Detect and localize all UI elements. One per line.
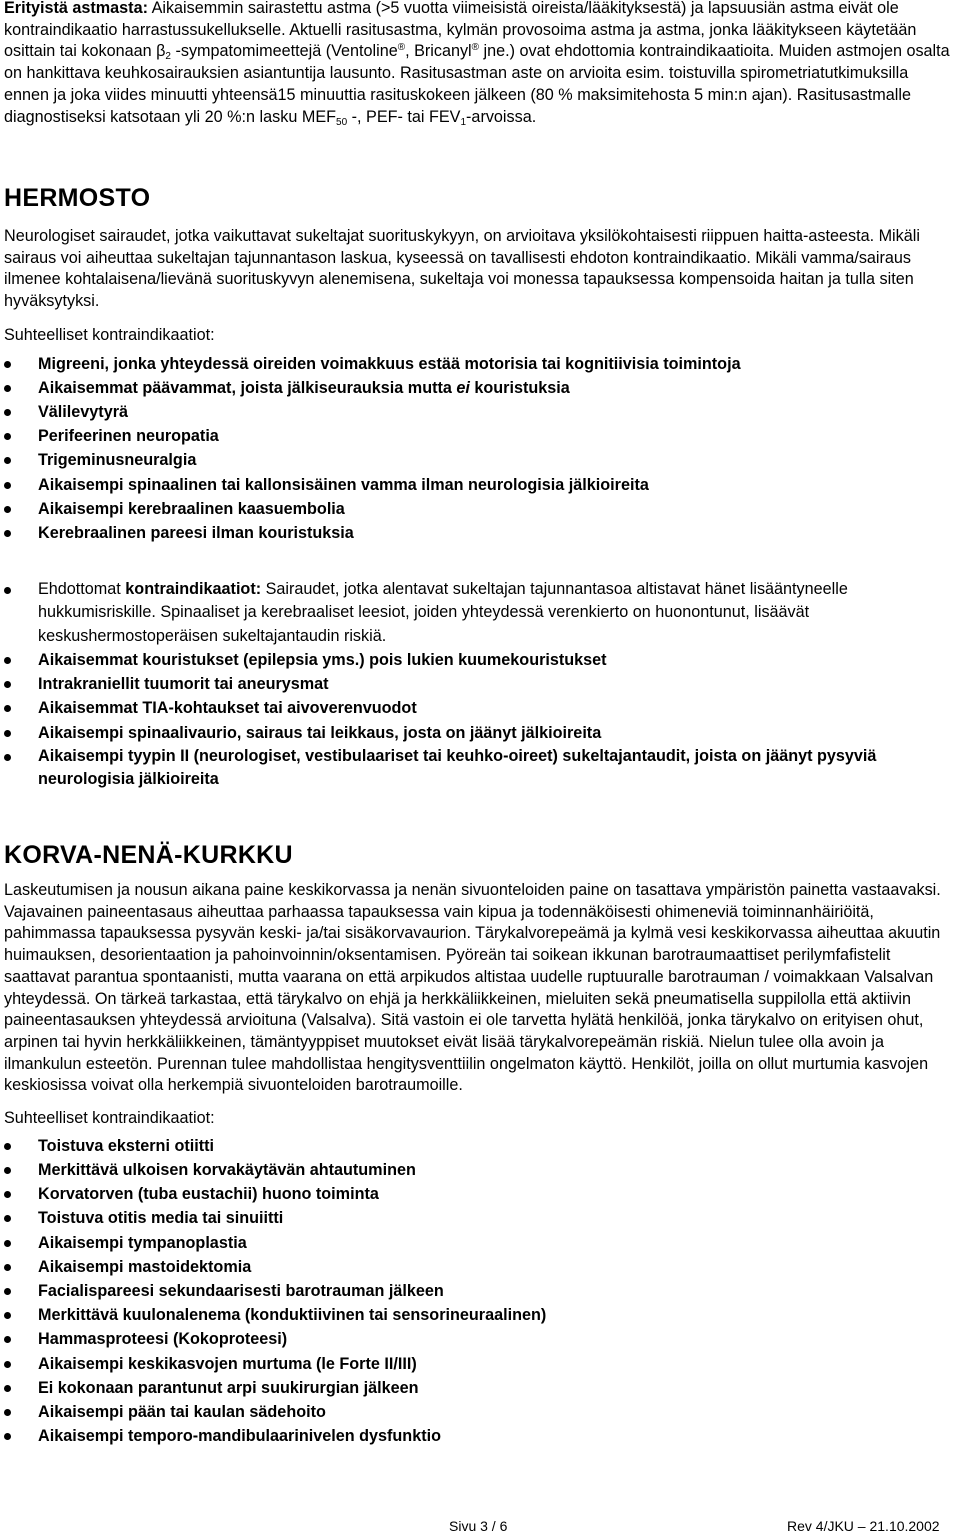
- list-item-text: Merkittävä kuulonalenema (konduktiivinen tai sensorineuraalinen): [38, 1306, 547, 1325]
- list-item: [4, 672, 956, 696]
- bullet-icon: [4, 1433, 11, 1440]
- asthma-text-5: -, PEF- tai FEV: [347, 107, 461, 126]
- list-item: [4, 1279, 956, 1303]
- list-item: [4, 1303, 956, 1327]
- list-item-text: Kerebraalinen pareesi ilman kouristuksia: [38, 523, 354, 542]
- list-item-text: Aikaisempi keskikasvojen murtuma (le Forte II/III): [38, 1354, 417, 1373]
- bullet-icon: [4, 457, 11, 464]
- list-item-text: Aikaisemmat TIA-kohtaukset tai aivoverenvuodot: [38, 699, 417, 718]
- list-item-text: Aikaisempi kerebraalinen kaasuembolia: [38, 499, 345, 518]
- bullet-icon: [4, 1312, 11, 1319]
- list-item-text: Merkittävä ulkoisen korvakäytävän ahtautuminen: [38, 1160, 416, 1179]
- absolute-contraindications-list: [4, 578, 956, 792]
- list-item: [4, 497, 956, 521]
- list-item-italic: ei: [456, 378, 470, 397]
- asthma-text-2: -sympatomimeettejä (Ventoline: [170, 42, 398, 61]
- bullet-icon: [4, 1167, 11, 1174]
- bullet-icon: [4, 1215, 11, 1222]
- list-item: [4, 1424, 956, 1448]
- list-item: [4, 721, 956, 745]
- bullet-icon: [4, 730, 11, 737]
- list-item-text: Välilevytyrä: [38, 402, 128, 421]
- bullet-icon: [4, 1336, 11, 1343]
- absolute-text: Sairaudet, jotka alentavat sukeltajan tajunnantasoa altistavat hänet lisääntyneelle hukkumisriskille. Spinaaliset ja kerebraaliset leesiot, joiden yhteydessä verenkierto on huonontunut, lisäävät keskushermostoperäisen sukeltajantaudin riskiä.: [38, 580, 848, 645]
- bullet-icon: [4, 482, 11, 489]
- bullet-icon: [4, 1288, 11, 1295]
- list-item: [4, 745, 956, 792]
- list-item-text: Hammasproteesi (Kokoproteesi): [38, 1330, 288, 1349]
- list-item-text: Korvatorven (tuba eustachii) huono toiminta: [38, 1185, 379, 1204]
- absolute-contraindications-section: [4, 578, 956, 792]
- bullet-icon: [4, 1385, 11, 1392]
- relative-contraindications-label: Suhteelliset kontraindikaatiot:: [4, 325, 215, 344]
- list-item-text: Aikaisempi spinaalinen tai kallonsisäinen vamma ilman neurologisia jälkioireita: [38, 475, 649, 494]
- list-item: [4, 400, 956, 424]
- list-item: [4, 1158, 956, 1182]
- section-heading: HERMOSTO: [4, 184, 151, 212]
- asthma-label: Erityistä astmasta:: [4, 0, 148, 17]
- list-item-text: Perifeerinen neuropatia: [38, 427, 219, 446]
- kvk-section: [4, 840, 956, 1448]
- list-item-text: Aikaisempi mastoidektomia: [38, 1257, 252, 1276]
- hermosto-paragraph: Neurologiset sairaudet, jotka vaikuttavat sukeltajat suorituskykyyn, on arvioitava yksilökohtaisesti riippuen haitta-asteesta. Mikäli sairaus voi aiheuttaa sukeltajan tajunnantason laskua, kyseessä on tavallisesti ehdoton kontraindikaatio. Mikäli vamma/sairaus ilmenee kohtalaisena/lievänä suorituskyvyn alenemisena, sukeltaja voi monessa tapauksessa kompensoida haitan ja tulla siten hyväksytyksi.: [4, 227, 920, 311]
- list-item: [4, 1400, 956, 1424]
- list-item: [4, 1376, 956, 1400]
- list-item: [4, 1327, 956, 1351]
- beta-symbol: β: [156, 42, 166, 61]
- list-item-text: Ei kokonaan parantunut arpi suukirurgian jälkeen: [38, 1378, 419, 1397]
- asthma-text-4: jne.) ovat ehdottomia kontraindikaatioita. Muiden astmojen osalta on hankittava keuhkosairauksien asiantuntija lausunto. Rasitusastman aste on arvioita esim. toistuvilla spirometriatutkimuksilla ennen ja joka viides minuutti yhteensä15 minuuttia rasituskokeen jälkeen (80 % maksimitehosta 5 min:n ajan). Rasitusastmalle diagnostiseksi katsotaan yli 20 %:n lasku MEF: [4, 42, 950, 126]
- list-item-text: Aikaisempi spinaalivaurio, sairaus tai leikkaus, josta on jäänyt jälkioireita: [38, 723, 602, 742]
- list-item: [4, 1255, 956, 1279]
- bullet-icon: [4, 409, 11, 416]
- bullet-icon: [4, 754, 11, 761]
- list-item-text: Aikaisempi temporo-mandibulaarinivelen dysfunktio: [38, 1427, 441, 1446]
- list-item-text: Aikaisemmat kouristukset (epilepsia yms.) pois lukien kuumekouristukset: [38, 650, 607, 669]
- revision-info: Rev 4/JKU – 21.10.2002: [787, 1518, 940, 1532]
- list-item-text: Facialispareesi sekundaarisesti barotrauman jälkeen: [38, 1281, 444, 1300]
- registered-mark: ®: [397, 42, 406, 54]
- mef-subscript: 50: [336, 116, 348, 128]
- bullet-icon: [4, 587, 11, 594]
- list-item-text: Aikaisemmat päävammat, joista jälkiseurauksia mutta: [38, 378, 457, 397]
- kvk-contraindications-list: [4, 1134, 956, 1449]
- list-item: [4, 578, 956, 648]
- list-item: [4, 1206, 956, 1230]
- list-item: [4, 448, 956, 472]
- list-item: [4, 1231, 956, 1255]
- list-item: [4, 1134, 956, 1158]
- list-item-text: Migreeni, jonka yhteydessä oireiden voimakkuus estää motorisia tai kognitiivisia toimintoja: [38, 354, 741, 373]
- list-item: [4, 473, 956, 497]
- bullet-icon: [4, 361, 11, 368]
- list-item: [4, 1182, 956, 1206]
- list-item-text: Intrakraniellit tuumorit tai aneurysmat: [38, 675, 329, 694]
- hermosto-section: [4, 183, 956, 545]
- bullet-icon: [4, 1361, 11, 1368]
- asthma-text-6: -arvoissa.: [466, 107, 537, 126]
- list-item-text: Aikaisempi tympanoplastia: [38, 1233, 247, 1252]
- asthma-text: Aikaisemmin sairastettu astma (>5 vuotta viimeisistä oireista/lääkityksestä) ja lapsuusiän astma eivät ole kontraindikaatio harrastussukellukselle. Aktuelli rasitusastma, kylmän provosoima astma ja astma, jonka lääkitykseen käytetään osittain tai kokonaan: [4, 0, 917, 61]
- beta-subscript: 2: [165, 51, 171, 63]
- list-item: [4, 424, 956, 448]
- list-item: [4, 521, 956, 545]
- bullet-icon: [4, 506, 11, 513]
- relative-contraindications-list: [4, 352, 956, 546]
- asthma-text-3: , Bricanyl: [405, 42, 472, 61]
- bullet-icon: [4, 1409, 11, 1416]
- asthma-paragraph: [4, 0, 956, 128]
- bullet-icon: [4, 1240, 11, 1247]
- bullet-icon: [4, 385, 11, 392]
- absolute-prefix: Ehdottomat: [38, 580, 126, 598]
- bullet-icon: [4, 433, 11, 440]
- page-number: Sivu 3 / 6: [449, 1518, 508, 1532]
- bullet-icon: [4, 681, 11, 688]
- list-item: [4, 648, 956, 672]
- bullet-icon: [4, 705, 11, 712]
- list-item: [4, 376, 956, 400]
- relative-contraindications-label: Suhteelliset kontraindikaatiot:: [4, 1109, 215, 1128]
- list-item-text: Aikaisempi tyypin II (neurologiset, vestibulaariset tai keuhko-oireet) sukeltajantaudit, joista on jäänyt pysyviä neurologisia jälkioireita: [38, 746, 877, 789]
- bullet-icon: [4, 1264, 11, 1271]
- page-footer: [4, 1518, 956, 1532]
- registered-mark: ®: [471, 42, 480, 54]
- bullet-icon: [4, 1143, 11, 1150]
- bullet-icon: [4, 530, 11, 537]
- kvk-paragraph: Laskeutumisen ja nousun aikana paine keskikorvassa ja nenän sivuonteloiden paine on tasattava ympäristön painetta vastaavaksi. Vajavainen paineentasaus aiheuttaa parhaassa tapauksessa vain kipua ja todennäköisesti ohimeneviä toiminnanhäiriöitä, pahimmassa tapauksessa pysyvän keski- ja/tai sisäkorvavaurion. Tärykalvorepeämä ja kylmä vesi keskikorvassa aiheuttaa akuutin huimauksen, desorientaation ja pahoinvoinnin/oksentamisen. Pyöreän tai soikean ikkunan barotraumaattiset perilymfafistelit saattavat parantua spontaanisti, mutta vaarana on että arpikudos altistaa uudelle ruptuuralle barotrauman / voimakkaan Valsalvan yhteydessä. On tärkeä tarkastaa, että tärykalvo on ehjä ja herkkäliikkeinen, mieluiten sekä pneumatisella suppilolla että aktiivin paineentasauksen yhteydessä arvioituna (Valsalva). Sitä vastoin ei ole tarvetta hylätä henkilöä, jonka tärykalvo on erityisen ohut, arpinen tai hyvin herkkäliikkeinen, tämäntyyppiset muutokset eivät lisää tärykalvorepeämän riskiä. Nielun tulee olla avoin ja ilmankulun esteetön. Purennan tulee mahdollistaa hengitysventtiilin ongelmaton käyttö. Henkilöt, joilla on ollut murtumia kasvojen keskiosissa voivat olla herkempiä sivuonteloiden barotraumoille.: [4, 881, 941, 1095]
- bullet-icon: [4, 1191, 11, 1198]
- list-item-text: kouristuksia: [469, 378, 570, 397]
- fev-subscript: 1: [460, 116, 467, 128]
- list-item-text: Toistuva eksterni otiitti: [38, 1136, 214, 1155]
- asthma-section: [4, 0, 956, 128]
- list-item-text: Toistuva otitis media tai sinuiitti: [38, 1209, 284, 1228]
- list-item: [4, 352, 956, 376]
- absolute-label: kontraindikaatiot:: [125, 580, 262, 598]
- list-item-text: Trigeminusneuralgia: [38, 451, 197, 470]
- list-item: [4, 1352, 956, 1376]
- list-item-text: Aikaisempi pään tai kaulan sädehoito: [38, 1402, 326, 1421]
- list-item: [4, 696, 956, 720]
- section-heading: KORVA-NENÄ-KURKKU: [4, 841, 293, 869]
- bullet-icon: [4, 657, 11, 664]
